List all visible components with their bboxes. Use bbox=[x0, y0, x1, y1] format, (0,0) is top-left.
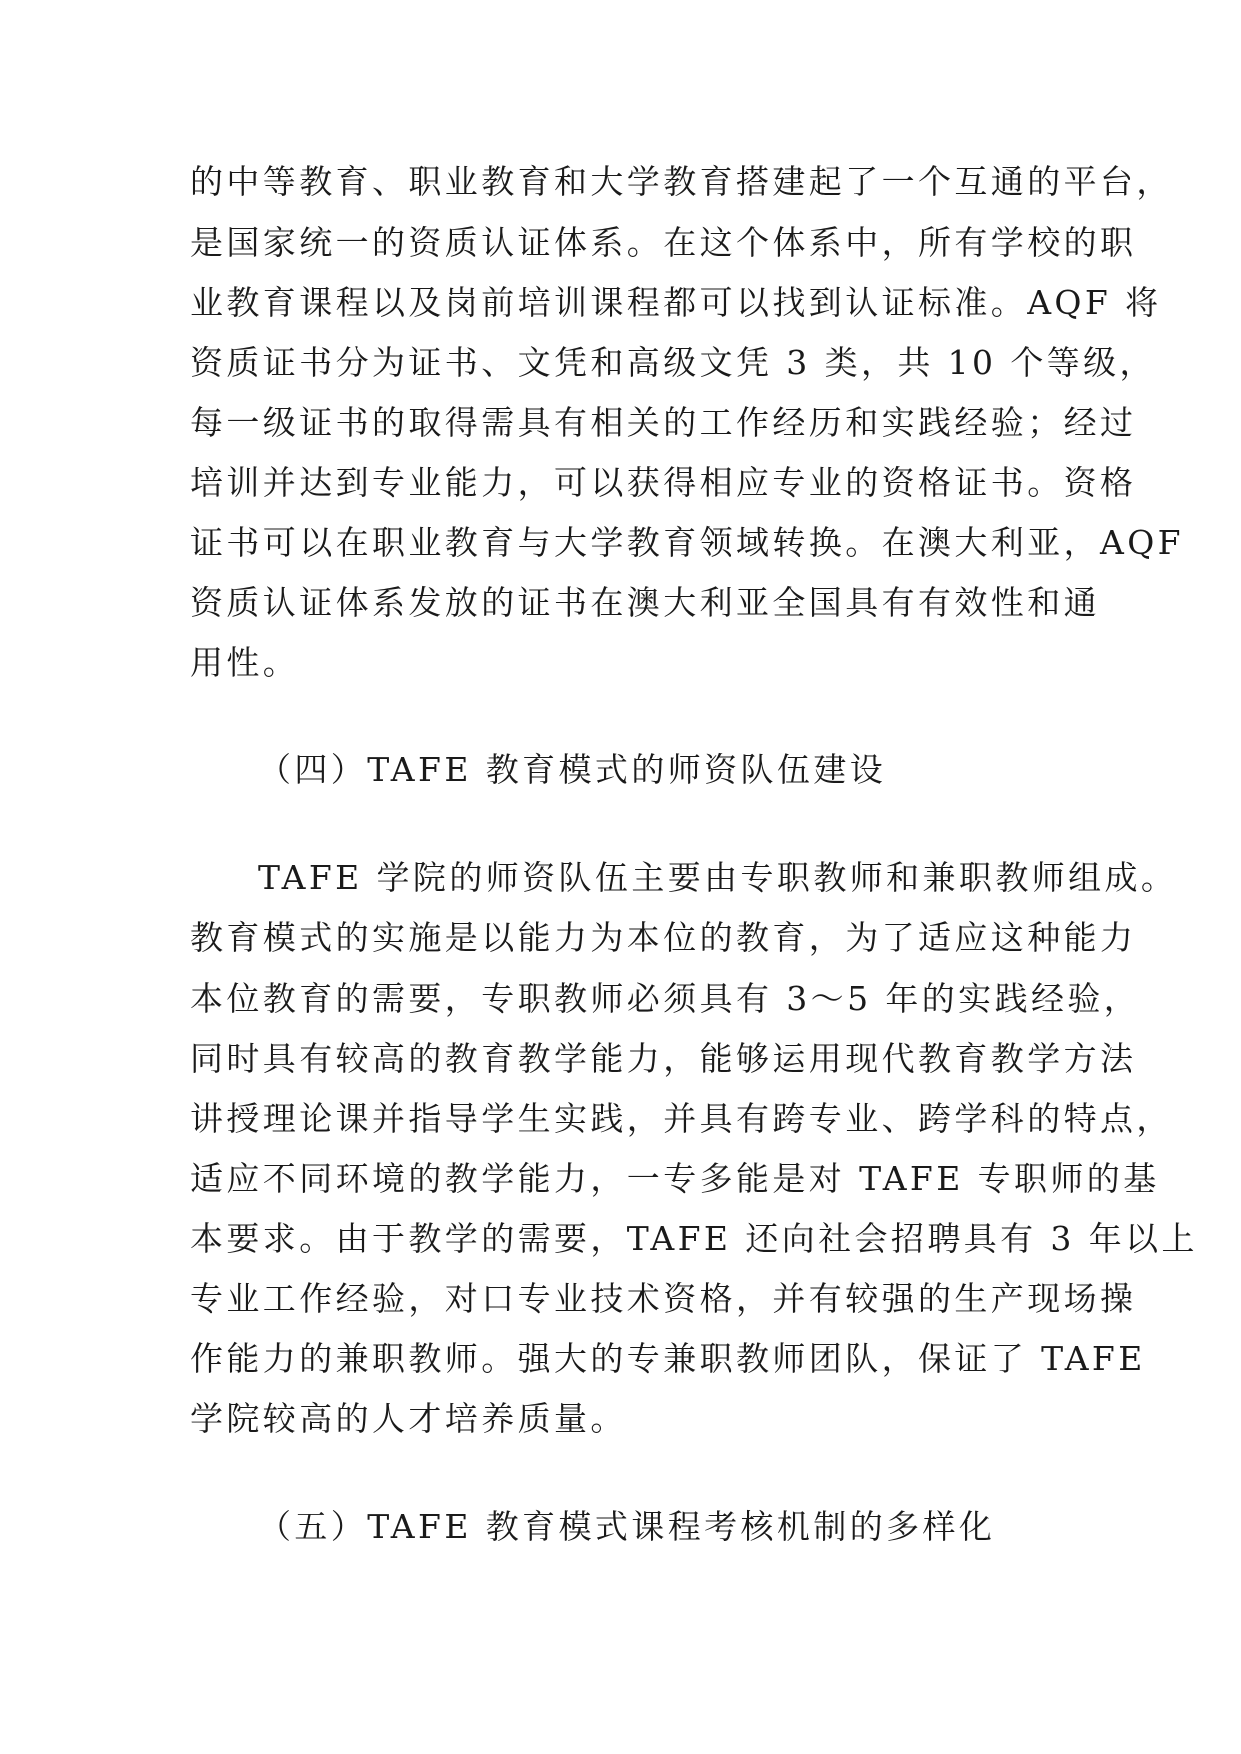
paragraph-2-line: 适应不同环境的教学能力，一专多能是对 TAFE 专职师的基 bbox=[190, 1159, 1160, 1198]
paragraph-2-line: 本位教育的需要，专职教师必须具有 3～5 年的实践经验， bbox=[190, 979, 1141, 1018]
paragraph-2-line: 专业工作经验，对口专业技术资格，并有较强的生产现场操 bbox=[190, 1279, 1137, 1318]
section-heading-5: （五）TAFE 教育模式课程考核机制的多样化 bbox=[258, 1507, 996, 1546]
paragraph-2-line: 讲授理论课并指导学生实践，并具有跨专业、跨学科的特点， bbox=[190, 1099, 1173, 1138]
paragraph-2-line: 同时具有较高的教育教学能力，能够运用现代教育教学方法 bbox=[190, 1039, 1137, 1078]
paragraph-2-line: 作能力的兼职教师。强大的专兼职教师团队，保证了 TAFE bbox=[190, 1339, 1146, 1378]
paragraph-2-line: 本要求。由于教学的需要，TAFE 还向社会招聘具有 3 年以上 bbox=[190, 1219, 1198, 1258]
paragraph-1-line: 业教育课程以及岗前培训课程都可以找到认证标准。AQF 将 bbox=[190, 283, 1162, 322]
paragraph-1-line: 的中等教育、职业教育和大学教育搭建起了一个互通的平台， bbox=[190, 162, 1173, 201]
paragraph-2-line: 学院较高的人才培养质量。 bbox=[190, 1399, 627, 1438]
paragraph-2-line: TAFE 学院的师资队伍主要由专职教师和兼职教师组成。 bbox=[258, 858, 1178, 897]
paragraph-1-line: 培训并达到专业能力，可以获得相应专业的资格证书。资格 bbox=[190, 463, 1137, 502]
paragraph-1-line: 用性。 bbox=[190, 643, 300, 682]
section-heading-4: （四）TAFE 教育模式的师资队伍建设 bbox=[258, 750, 887, 789]
paragraph-1-line: 资质认证体系发放的证书在澳大利亚全国具有有效性和通 bbox=[190, 583, 1100, 622]
paragraph-1-line: 证书可以在职业教育与大学教育领域转换。在澳大利亚，AQF bbox=[190, 523, 1184, 562]
paragraph-1-line: 每一级证书的取得需具有相关的工作经历和实践经验；经过 bbox=[190, 403, 1137, 442]
paragraph-2-line: 教育模式的实施是以能力为本位的教育，为了适应这种能力 bbox=[190, 918, 1137, 957]
paragraph-1-line: 资质证书分为证书、文凭和高级文凭 3 类，共 10 个等级， bbox=[190, 343, 1156, 382]
paragraph-1-line: 是国家统一的资质认证体系。在这个体系中，所有学校的职 bbox=[190, 223, 1137, 262]
